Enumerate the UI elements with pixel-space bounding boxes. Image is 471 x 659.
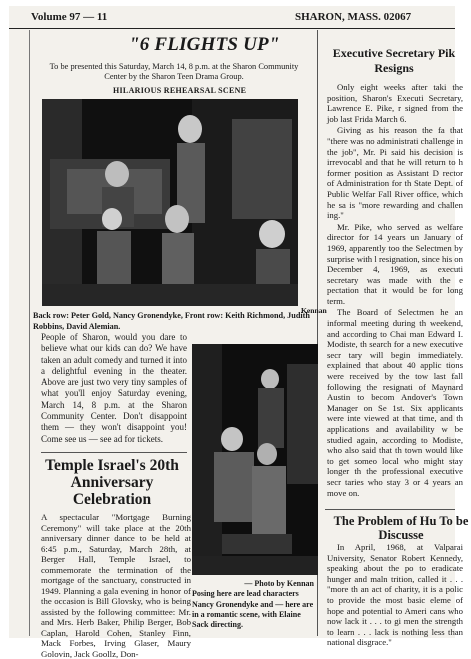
left-column-rule	[29, 30, 30, 636]
rehearsal-photo-credit: Kennan	[301, 306, 327, 315]
exec-secretary-body	[327, 82, 463, 499]
exec-paragraph: Mr. Pike, who served as welfare director for 14 years un January of 1969, apparently too the Selectmen by surprise with l resignation, since his on December 4, 1969, as executi secretary was made with the e pectation that it would be for long term.	[327, 221, 463, 306]
rehearsal-caption: Back row: Peter Gold, Nancy Gronendyke, Front row: Keith Richmond, Judith Robbins, David Alemian.	[33, 311, 310, 331]
newspaper-page	[9, 6, 469, 659]
hunger-problem-body	[327, 542, 463, 648]
romantic-scene-caption: Posing here are lead characters Nancy Gronendyke and — here are in a romantic scene, with Elaine Sack directing.	[192, 589, 314, 630]
temple-story-body: A spectacular "Mortgage Burning Ceremony" will take place at the 20th anniversary dinner dance to be held at 6:45 p.m., Saturday, March 28th, at Berger Hall, Temple Israel, to commemorate the termination of the mortgage of the sanctuary, constructed in 1949. Planning a gala evening in honor of the occasion is Bill Glovsky, who is being assisted by the following committee: Mr. and Mrs. Herb Baker, Philip Berger, Bob Caplan, Harold Cohen, Stanley Finn, Mack Forbes, Irving Glaser, Maury Golovin, Jack Goollz, Don-	[41, 512, 191, 659]
rehearsal-photo	[42, 99, 298, 306]
hunger-paragraph: In April, 1968, at Valparai University, Senator Robert Kennedy, speaking about the po to eradicate hunger and maln trition, called it . . . "more th an act of charity, it is a polic to provide the most basic eleme of hope and potential to Ameri cans who now lack it . . . to gi men the strength to learn . . . lack is nothing less than national disgrace."	[327, 542, 463, 648]
exec-paragraph: The Board of Selectmen he an informal meeting during th weekend, and according to Chai man Edward I. Modiste, th search for a new executive secr tary will begin immediately. explained that about 40 applic tions were received by the tow last fall following the resignati of Maynard Austin to becom Andover's Town Manager on Se 1st. Six applicants were inte viewed at that time, and th applications and availability w be studied again, according to Modiste, who also said that th town would like to get someo local who might stay longer th the professional executive secr taries who stay 3 or 4 years an move on.	[327, 307, 463, 498]
main-subdeck: To be presented this Saturday, March 14, 8 p.m. at the Sharon Community Center by the Sharon Teen Drama Group.	[49, 62, 299, 81]
hunger-problem-headline: The Problem of Hu To be Discusse	[333, 514, 469, 542]
story-separator	[325, 509, 455, 510]
dateline-town: SHARON, MASS. 02067	[295, 11, 412, 23]
photo-label: HILARIOUS REHEARSAL SCENE	[113, 86, 247, 95]
romantic-scene-photo	[192, 344, 318, 575]
story-separator	[41, 452, 187, 453]
exec-paragraph: Only eight weeks after taki the position, Sharon's Executi Secretary, Lawrence E. Pike, r signed from the job last Frida March 6.	[327, 82, 463, 124]
volume-number: Volume 97 — 11	[31, 11, 108, 23]
exec-paragraph: Giving as his reason the fa that "there was no administrati challenge in the job", Mr. Pi said his decision is irrevocabl and that he will return to h former position as Assistant D rector of Administration for th State Dept. of Public Welfar Fall River office, which he sa is "more rewarding and challen ing."	[327, 125, 463, 221]
rehearsal-photo-image	[42, 99, 298, 306]
romantic-scene-photo-image	[192, 344, 318, 575]
romantic-scene-caption-block	[192, 579, 318, 630]
temple-headline: Temple Israel's 20th Anniversary Celebration	[45, 457, 179, 508]
exec-secretary-headline: Executive Secretary Pik Resigns	[332, 46, 456, 75]
romantic-scene-photo-credit: — Photo by Kennan	[244, 579, 314, 588]
main-story-body: People of Sharon, would you dare to believe what our kids can do? We have taken an adult comedy and turned it into a delightful evening in the theater. Above are just two very tiny samples of what you'll enjoy Saturday evening, March 14, 8 p.m. at the Sharon Community Center. Don't disappoint them — they won't disappoint you! Come see us — see ad for tickets.	[41, 332, 187, 444]
main-headline: "6 FLIGHTS UP"	[129, 34, 280, 55]
masthead	[9, 6, 455, 29]
